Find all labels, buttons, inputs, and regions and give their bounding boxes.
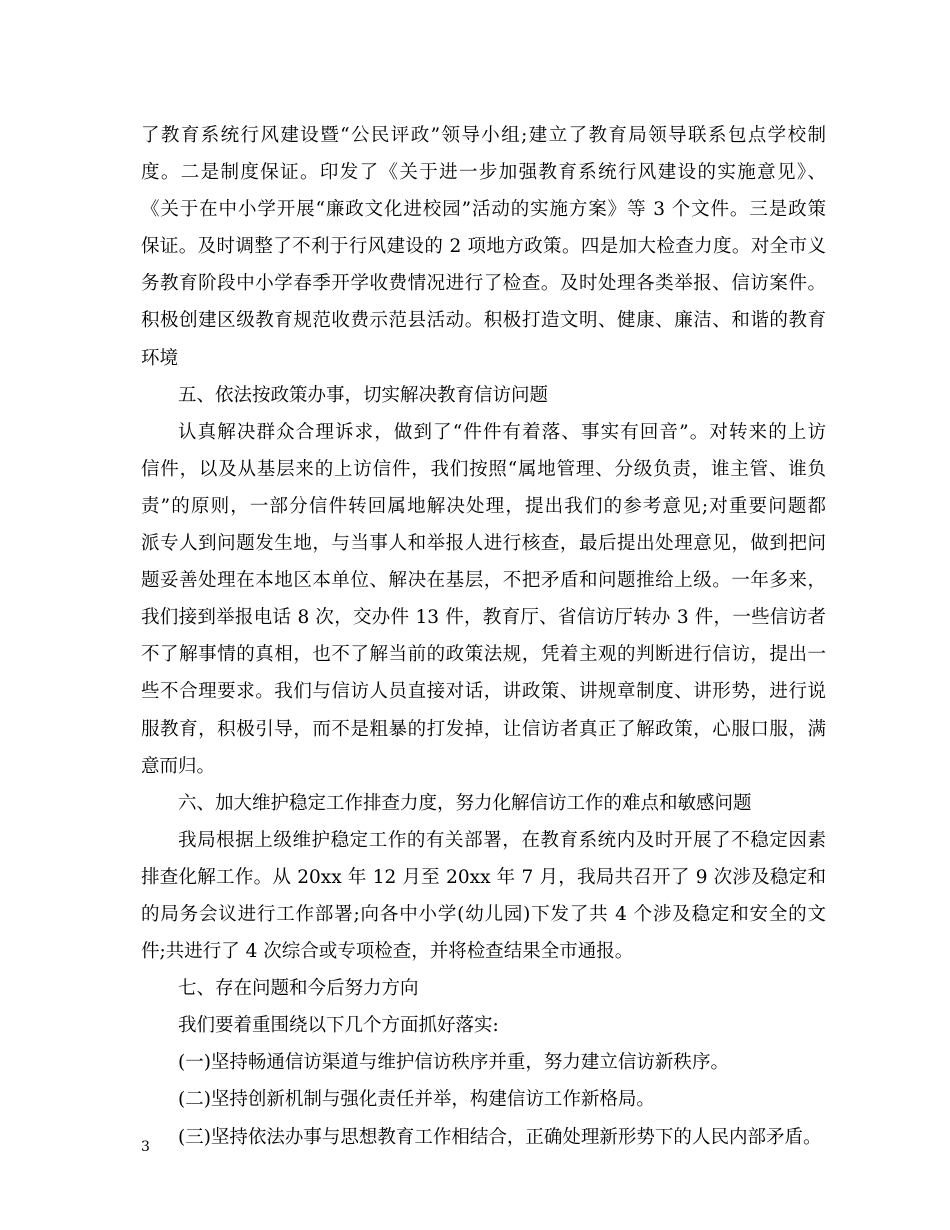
text-line: 意而归。 <box>141 755 216 777</box>
text-line: 责”的原则，一部分信件转回属地解决处理，提出我们的参考意见;对重要问题都 <box>141 495 826 517</box>
text-line: 六、加大维护稳定工作排查力度，努力化解信访工作的难点和敏感问题 <box>178 792 752 814</box>
text-line: 环境 <box>141 347 179 369</box>
text-line: 了教育系统行风建设暨“公民评政”领导小组;建立了教育局领导联系包点学校制 <box>141 125 826 146</box>
text-line: 件;共进行了 4 次综合或专项检查，并将检查结果全市通报。 <box>141 941 634 963</box>
text-line: 排查化解工作。从 20xx 年 12 月至 20xx 年 7 月，我局共召开了 9 次涉及稳定和 <box>141 866 826 888</box>
text-line: (三)坚持依法办事与思想教育工作相结合，正确处理新形势下的人民内部矛盾。 <box>178 1126 822 1148</box>
text-line: 我们接到举报电话 8 次，交办件 13 件，教育厅、省信访厅转办 3 件，一些信访者 <box>141 607 826 629</box>
text-line: 的局务会议进行工作部署;向各中小学(幼儿园)下发了共 4 个涉及稳定和安全的文 <box>141 903 826 925</box>
text-line: 不了解事情的真相，也不了解当前的政策法规，凭着主观的判断进行信访，提出一 <box>141 644 826 666</box>
text-line: (一)坚持畅通信访渠道与维护信访秩序并重，努力建立信访新秩序。 <box>178 1052 729 1074</box>
text-line: (二)坚持创新机制与强化责任并举，构建信访工作新格局。 <box>178 1089 655 1111</box>
text-line: 信件，以及从基层来的上访信件，我们按照“属地管理、分级负责，谁主管、谁负 <box>141 458 826 480</box>
text-line: 我们要着重围绕以下几个方面抓好落实: <box>178 1015 499 1037</box>
text-line: 些不合理要求。我们与信访人员直接对话，讲政策、讲规章制度、讲形势，进行说 <box>141 681 826 703</box>
text-line: 派专人到问题发生地，与当事人和举报人进行核查，最后提出处理意见，做到把问 <box>141 533 826 555</box>
document-body <box>141 117 826 1156</box>
text-line: 认真解决群众合理诉求，做到了“件件有着落、事实有回音”。对转来的上访 <box>178 421 826 443</box>
text-line: 《关于在中小学开展“廉政文化进校园”活动的实施方案》等 3 个文件。三是政策 <box>141 199 826 221</box>
text-line: 题妥善处理在本地区本单位、解决在基层，不把矛盾和问题推给上级。一年多来， <box>141 570 826 592</box>
text-line: 保证。及时调整了不利于行风建设的 2 项地方政策。四是加大检查力度。对全市义 <box>141 236 826 258</box>
text-line: 积极创建区级教育规范收费示范县活动。积极打造文明、健康、廉洁、和谐的教育 <box>141 310 826 332</box>
text-line: 五、依法按政策办事，切实解决教育信访问题 <box>178 384 549 406</box>
text-line: 度。二是制度保证。印发了《关于进一步加强教育系统行风建设的实施意见》、 <box>141 162 826 184</box>
text-line: 务教育阶段中小学春季开学收费情况进行了检查。及时处理各类举报、信访案件。 <box>141 273 826 295</box>
text-line: 七、存在问题和今后努力方向 <box>178 978 419 1000</box>
text-line: 我局根据上级维护稳定工作的有关部署，在教育系统内及时开展了不稳定因素 <box>178 829 826 851</box>
text-line: 服教育，积极引导，而不是粗暴的打发掉，让信访者真正了解政策，心服口服，满 <box>141 718 826 740</box>
page-number: 3 <box>141 1139 150 1155</box>
